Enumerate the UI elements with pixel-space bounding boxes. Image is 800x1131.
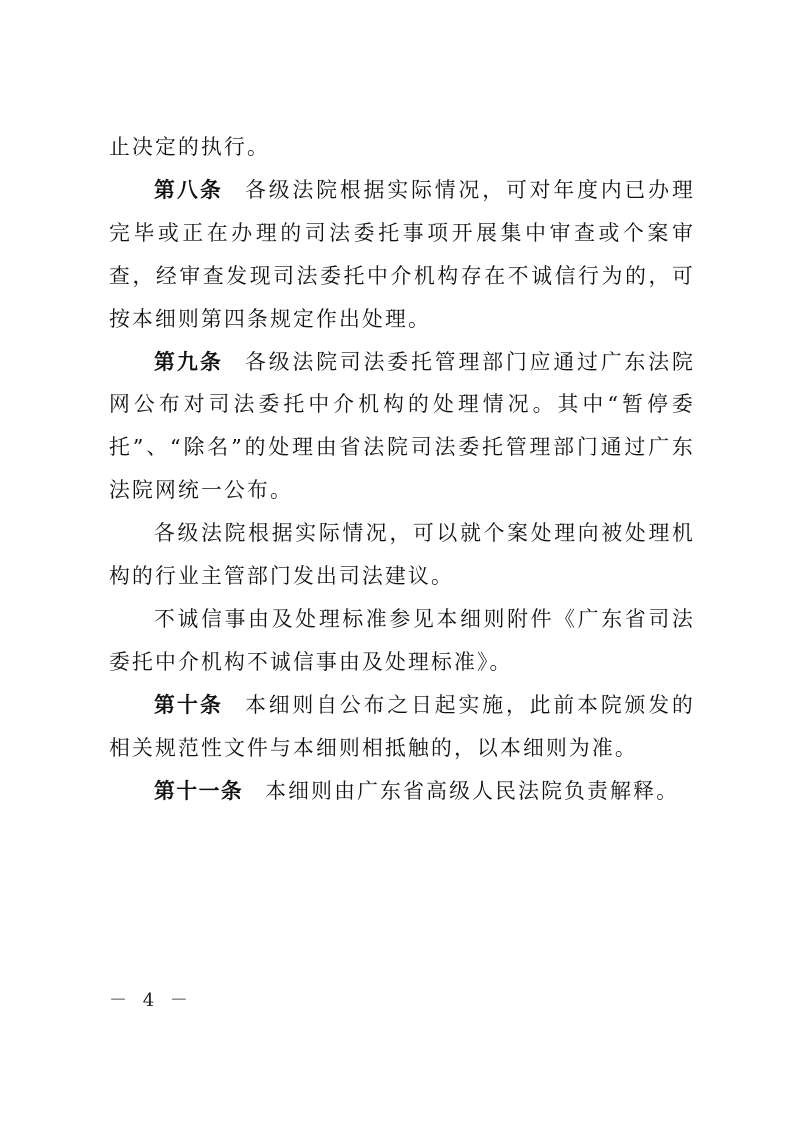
article-heading: 第十一条 [154,778,244,803]
article-heading: 第八条 [154,177,224,202]
document-body [109,126,695,813]
article-heading: 第十条 [154,692,224,717]
article-11-paragraph [109,770,695,813]
standard-reference-paragraph [109,598,695,684]
paragraph-continuation [109,126,695,169]
paragraph-text: 不诚信事由及处理标准参见本细则附件《广东省司法委托中介机构不诚信事由及处理标准》。 [109,606,695,674]
paragraph-text: 本细则由广东省高级人民法院负责解释。 [265,778,680,803]
article-heading: 第九条 [154,349,224,374]
paragraph-text: 各级法院司法委托管理部门应通过广东法院网公布对司法委托中介机构的处理情况。其中“暂停委托”、“除名”的处理由省法院司法委托管理部门通过广东法院网统一公布。 [109,349,695,503]
paragraph-text: 各级法院根据实际情况，可对年度内已办理完毕或正在办理的司法委托事项开展集中审查或个案审查，经审查发现司法委托中介机构存在不诚信行为的，可按本细则第四条规定作出处理。 [109,177,695,331]
article-9-paragraph [109,341,695,513]
paragraph-text: 止决定的执行。 [109,135,270,159]
article-10-paragraph [109,684,695,770]
paragraph-text: 本细则自公布之日起实施，此前本院颁发的相关规范性文件与本细则相抵触的，以本细则为准。 [109,692,695,760]
page-number: － 4 － [109,990,193,1011]
article-8-paragraph [109,169,695,341]
judicial-suggestion-paragraph [109,512,695,598]
paragraph-text: 各级法院根据实际情况，可以就个案处理向被处理机构的行业主管部门发出司法建议。 [109,521,695,589]
